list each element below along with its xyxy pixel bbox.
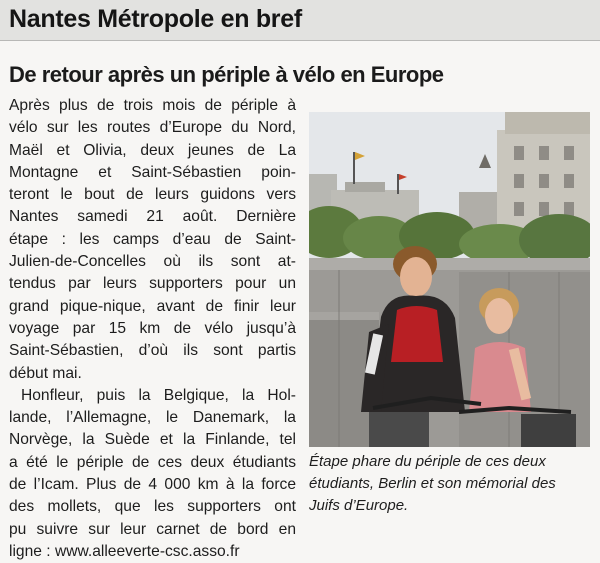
section-header <box>0 0 600 41</box>
article-line: a été le périple de ces deux étudiants <box>9 453 296 471</box>
article-line: ligne : www.alleeverte-csc.asso.fr <box>9 542 240 560</box>
article-line: grand pique-nique, avant de finir leur <box>9 297 296 315</box>
article-line: début mai. <box>9 364 82 382</box>
article-body <box>9 95 296 563</box>
article-line: voyage par 15 km de vélo jusqu’à <box>9 319 296 337</box>
article-line: teront le bout de leurs guidons vers <box>9 186 296 204</box>
article-line: Norvège, la Suède et la Finlande, tel <box>9 431 296 449</box>
article-line: lande, l’Allemagne, le Danemark, la <box>9 409 296 427</box>
article-line: pu suivre sur leur carnet de bord en <box>9 520 296 538</box>
article-headline: De retour après un périple à vélo en Europe <box>9 62 444 87</box>
article-line: Julien-de-Concelles où ils sont at- <box>9 253 296 271</box>
article-line: Après plus de trois mois de périple à <box>9 97 296 114</box>
article-line: vélo sur les routes d’Europe du Nord, <box>9 119 296 137</box>
photo-illustration <box>309 112 590 447</box>
article-line: de l’Icam. Plus de 4 000 km à la force <box>9 476 296 494</box>
article-line: Montagne et Saint-Sébastien poin- <box>9 163 296 181</box>
article-photo <box>309 112 590 447</box>
article-line: des mollets, que les supporters ont <box>9 498 296 516</box>
caption-line: Juifs d’Europe. <box>309 497 409 514</box>
article-line: Nantes samedi 21 août. Dernière <box>9 208 296 226</box>
article-line: Maël et Olivia, deux jeunes de La <box>9 141 296 159</box>
article-line: tendus par leurs supporters pour un <box>9 275 296 293</box>
article-line: Honfleur, puis la Belgique, la Hol- <box>21 386 296 404</box>
caption-line: Étape phare du périple de ces deux <box>309 453 546 470</box>
section-title: Nantes Métropole en bref <box>9 5 302 33</box>
article-line: étape : les camps d’eau de Saint- <box>9 230 296 248</box>
article-line: Saint-Sébastien, d’où ils sont partis <box>9 342 296 360</box>
photo-caption <box>309 451 593 517</box>
caption-line: étudiants, Berlin et son mémorial des <box>309 475 556 492</box>
